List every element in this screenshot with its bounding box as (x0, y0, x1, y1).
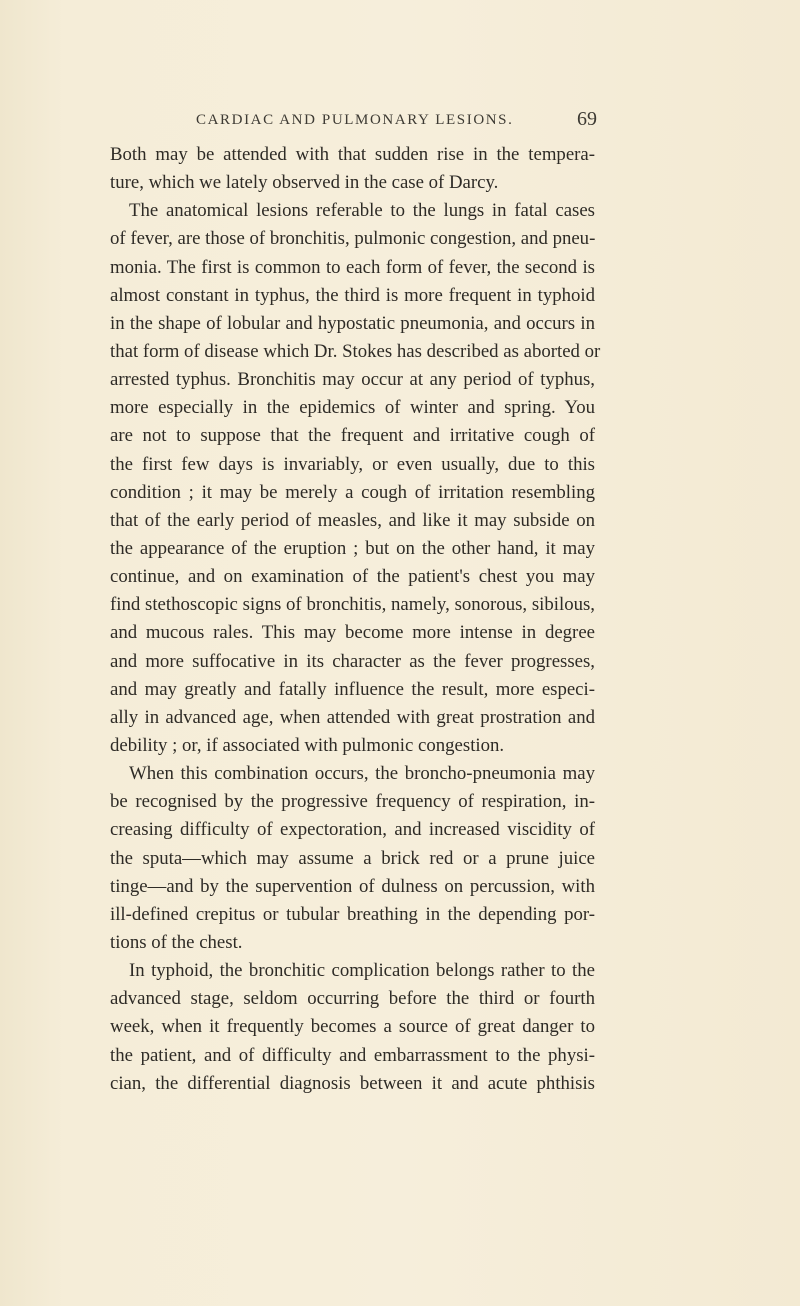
text-line: and more suffocative in its character as the fever progresses, (110, 650, 595, 672)
running-head-title: CARDIAC AND PULMONARY LESIONS. (196, 112, 514, 128)
page-number: 69 (577, 108, 597, 130)
text-line: cian, the differential diagnosis between it and acute phthisis (110, 1072, 595, 1094)
text-line: When this combination occurs, the broncho-pneumonia may (129, 763, 595, 785)
text-line: are not to suppose that the frequent and irritative cough of (110, 425, 595, 447)
text-line: advanced stage, seldom occurring before the third or fourth (110, 988, 595, 1010)
text-line: debility ; or, if associated with pulmonic congestion. (110, 734, 505, 756)
text-line: find stethoscopic signs of bronchitis, namely, sonorous, sibilous, (110, 594, 595, 616)
text-line: tinge—and by the supervention of dulness on percussion, with (110, 875, 595, 897)
text-line: tions of the chest. (110, 931, 243, 953)
text-line: condition ; it may be merely a cough of irritation resembling (110, 481, 595, 503)
text-line: ill-defined crepitus or tubular breathing in the depending por- (110, 903, 595, 925)
text-line: Both may be attended with that sudden rise in the tempera- (110, 144, 595, 165)
text-line: almost constant in typhus, the third is more frequent in typhoid (110, 284, 595, 306)
text-line: the sputa—which may assume a brick red or a prune juice (110, 847, 595, 869)
text-line: week, when it frequently becomes a source of great danger to (110, 1016, 595, 1038)
text-line: the appearance of the eruption ; but on the other hand, it may (110, 537, 595, 559)
text-line: and mucous rales. This may become more intense in degree (110, 622, 595, 644)
text-line: creasing difficulty of expectoration, and increased viscidity of (110, 819, 595, 841)
body-text (110, 141, 601, 1098)
text-line: The anatomical lesions referable to the lungs in fatal cases (129, 200, 595, 222)
text-line: and may greatly and fatally influence the result, more especi- (110, 678, 595, 700)
text-line: continue, and on examination of the patient's chest you may (110, 566, 595, 588)
text-line: monia. The first is common to each form of fever, the second is (110, 256, 595, 278)
text-line: more especially in the epidemics of winter and spring. You (110, 397, 595, 419)
text-line: that of the early period of measles, and like it may subside on (110, 509, 595, 531)
text-line: be recognised by the progressive frequency of respiration, in- (110, 791, 595, 813)
text-line: arrested typhus. Bronchitis may occur at any period of typhus, (110, 369, 595, 391)
text-line: of fever, are those of bronchitis, pulmonic congestion, and pneu- (110, 228, 596, 250)
text-line: In typhoid, the bronchitic complication belongs rather to the (129, 960, 595, 982)
text-line: in the shape of lobular and hypostatic pneumonia, and occurs in (110, 312, 595, 334)
text-line: that form of disease which Dr. Stokes has described as aborted or (110, 340, 601, 362)
text-line: the first few days is invariably, or even usually, due to this (110, 453, 595, 475)
text-line: ally in advanced age, when attended with great prostration and (110, 706, 595, 728)
text-line: ture, which we lately observed in the case of Darcy. (110, 172, 499, 194)
text-line: the patient, and of difficulty and embarrassment to the physi- (110, 1044, 595, 1066)
